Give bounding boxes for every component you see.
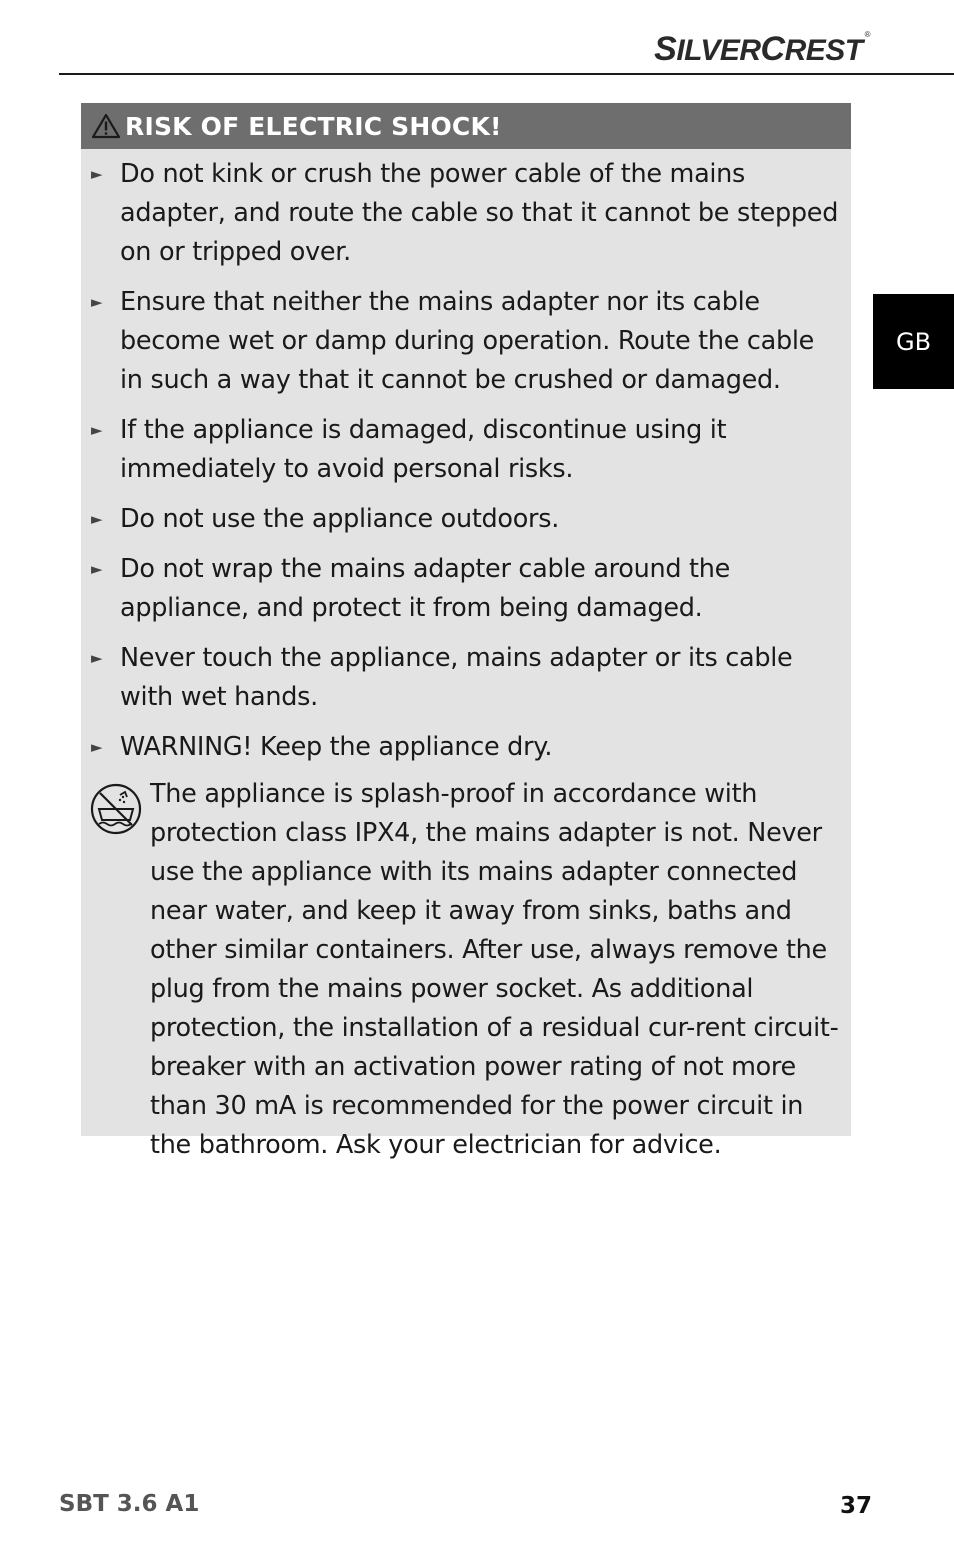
brand-letter-s: S	[654, 30, 677, 68]
list-item-text: Ensure that neither the mains adapter nor its cable become wet or damp during operation. Route the cable in such a way that it cannot be crushed or damaged.	[120, 287, 815, 395]
bullet-arrow-icon: ►	[91, 293, 103, 311]
list-item-text: Do not wrap the mains adapter cable around the appliance, and protect it from being damaged.	[120, 554, 730, 623]
warning-box	[81, 103, 851, 1160]
list-item	[81, 283, 851, 400]
warning-title: RISK OF ELECTRIC SHOCK!	[125, 111, 502, 141]
bullet-arrow-icon: ►	[91, 165, 103, 183]
warning-header	[81, 103, 851, 149]
list-item	[81, 550, 851, 628]
bullet-arrow-icon: ►	[91, 649, 103, 667]
water-safety-note	[81, 775, 851, 1165]
header-rule	[59, 73, 954, 75]
bullet-arrow-icon: ►	[91, 560, 103, 578]
list-item-text: Do not use the appliance outdoors.	[120, 504, 560, 534]
list-item-text: If the appliance is damaged, discontinue using it immediately to avoid personal risks.	[120, 415, 727, 484]
footer-model: SBT 3.6 A1	[59, 1491, 200, 1517]
list-item-text: Never touch the appliance, mains adapter or its cable with wet hands.	[120, 643, 793, 712]
language-tab	[873, 294, 954, 389]
brand-registered-mark: ®	[864, 30, 870, 39]
brand-rest: REST	[784, 34, 863, 67]
bullet-arrow-icon: ►	[91, 510, 103, 528]
brand-logo	[654, 30, 870, 69]
list-item-text: WARNING! Keep the appliance dry.	[120, 732, 553, 762]
list-item	[81, 728, 851, 767]
list-item	[81, 411, 851, 489]
list-item	[81, 500, 851, 539]
language-tab-label: GB	[895, 327, 932, 356]
list-item	[81, 639, 851, 717]
no-bath-water-icon	[90, 783, 142, 835]
warning-triangle-icon	[91, 113, 121, 139]
page-number: 37	[840, 1493, 873, 1519]
list-item-text: Do not kink or crush the power cable of the mains adapter, and route the cable so that it cannot be stepped on or tripped over.	[120, 159, 839, 267]
bullet-arrow-icon: ►	[91, 421, 103, 439]
bullet-arrow-icon: ►	[91, 738, 103, 756]
note-text: The appliance is splash-proof in accordance with protection class IPX4, the mains adapter is not. Never use the appliance with its mains adapter connected near water, and keep it away from sinks, baths and other similar containers. After use, always remove the plug from the mains power socket. As additional protection, the installation of a residual cur-rent circuit-breaker with an activation power rating of not more than 30 mA is recommended for the power circuit in the bathroom. Ask your electrician for advice.	[150, 779, 839, 1160]
warning-list	[81, 155, 851, 778]
brand-letter-c: C	[760, 30, 785, 68]
brand-ilver: ILVER	[676, 34, 761, 67]
list-item	[81, 155, 851, 272]
